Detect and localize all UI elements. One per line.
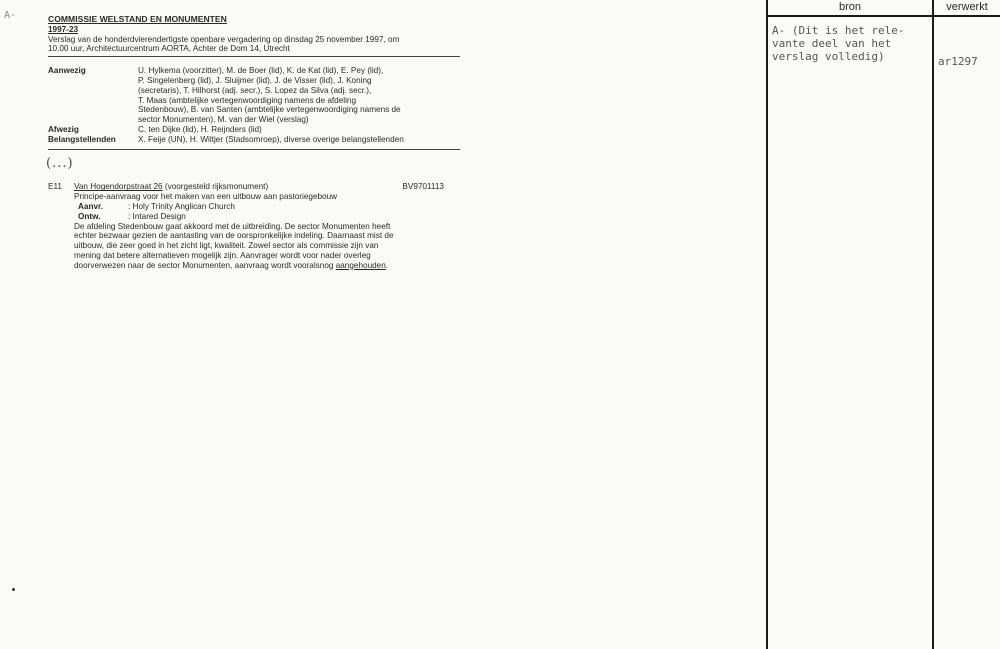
- present-label: Aanwezig: [48, 66, 86, 76]
- verwerkt-cell: ar1297: [938, 55, 978, 68]
- designer-value: : Intared Design: [128, 211, 186, 221]
- present-row: [48, 66, 460, 125]
- item-number: E11: [48, 182, 62, 192]
- present-line: T. Maas (ambtelijke vertegenwoordiging namens de afdeling: [138, 95, 356, 105]
- applicant-label: Aanvr.: [78, 201, 104, 211]
- item-body: [74, 182, 460, 270]
- stakeholders-label: Belangstellenden: [48, 134, 116, 144]
- absent-value: C. ten Dijke (lid), H. Reijnders (lid): [138, 124, 262, 134]
- meeting-minutes-document: [48, 15, 460, 271]
- item-address-line: [74, 182, 268, 192]
- bron-cell: [772, 24, 930, 63]
- scan-speck: [12, 588, 15, 591]
- designer-label: Ontw.: [78, 211, 101, 221]
- header-verwerkt: verwerkt: [946, 1, 988, 13]
- table-border-left: [766, 0, 768, 649]
- margin-mark: A-: [4, 10, 17, 21]
- stakeholders-value: X. Feije (UN), H. Wiltjer (Stadsomroep), diverse overige belangstellenden: [138, 134, 404, 144]
- item-address-note: (voorgesteld rijksmonument): [162, 182, 269, 192]
- applicant-value: : Holy Trinity Anglican Church: [128, 201, 235, 211]
- item-header: [74, 182, 460, 192]
- bron-line: verslag volledig): [772, 50, 885, 63]
- item-text-line: De afdeling Stedenbouw gaat akkoord met de uitbreiding. De sector Monumenten heeft: [74, 221, 391, 231]
- item-text-line: mening dat betere alternatieven mogelijk zijn. Aanvrager wordt voor nader overleg: [74, 250, 371, 260]
- item-text-last-line: [74, 261, 460, 271]
- agenda-item: [48, 182, 460, 270]
- designer-row: [74, 212, 460, 222]
- present-line: Stedenbouw), B. van Santen (ambtelijke vertegenwoordiging namens de: [138, 105, 401, 115]
- source-table: [766, 0, 1000, 649]
- subtitle-line-1: Verslag van de honderdvierendertigste openbare vergadering op dinsdag 25 november 1997, om: [48, 34, 400, 44]
- item-text-line: echter bezwaar gezien de aantasting van de oorspronkelijke indeling. Daarnaast mist de: [74, 231, 394, 241]
- document-code: 1997-23: [48, 24, 79, 34]
- item-file-number: BV9701113: [402, 182, 444, 192]
- present-line: P. Singelenberg (lid), J. Sluijmer (lid), J. de Visser (lid), J. Koning: [138, 75, 372, 85]
- present-line: sector Monumenten), M. van der Wiel (verslag): [138, 115, 309, 125]
- table-header-rule: [766, 15, 1000, 17]
- applicant-row: [74, 202, 460, 212]
- bron-line: A- (Dit is het rele-: [772, 24, 905, 37]
- item-text-prefix: doorverwezen naar de sector Monumenten, aanvraag wordt vooralsnog: [74, 260, 336, 270]
- absent-row: [48, 125, 460, 135]
- item-decision: aangehouden: [335, 260, 386, 270]
- omission-mark: (...): [46, 155, 74, 171]
- item-text-suffix: .: [385, 260, 389, 270]
- subtitle-line-2: 10.00 uur, Architectuurcentrum AORTA, Achter de Dom 14, Utrecht: [48, 44, 290, 54]
- item-text-line: uitbouw, die zeer goed in het zicht ligt, kwaliteit. Zowel sector als commissie zijn van: [74, 241, 379, 251]
- absent-label: Afwezig: [48, 124, 79, 134]
- present-list: [138, 66, 460, 125]
- table-column-divider: [932, 0, 934, 649]
- bron-line: vante deel van het: [772, 37, 892, 50]
- divider: [48, 149, 460, 150]
- document-title: COMMISSIE WELSTAND EN MONUMENTEN: [48, 14, 227, 24]
- header-bron: bron: [838, 1, 862, 13]
- item-address: Van Hogendorpstraat 26: [74, 182, 163, 192]
- stakeholders-row: [48, 135, 460, 145]
- divider: [48, 56, 460, 57]
- item-subject: Principe-aanvraag voor het maken van een uitbouw aan pastoriegebouw: [74, 192, 338, 202]
- present-line: U. Hylkema (voorzitter), M. de Boer (lid), K. de Kat (lid), E. Pey (lid),: [138, 66, 384, 76]
- present-line: (secretaris), T. Hilhorst (adj. secr.), S. Lopez da Silva (adj. secr.),: [138, 85, 372, 95]
